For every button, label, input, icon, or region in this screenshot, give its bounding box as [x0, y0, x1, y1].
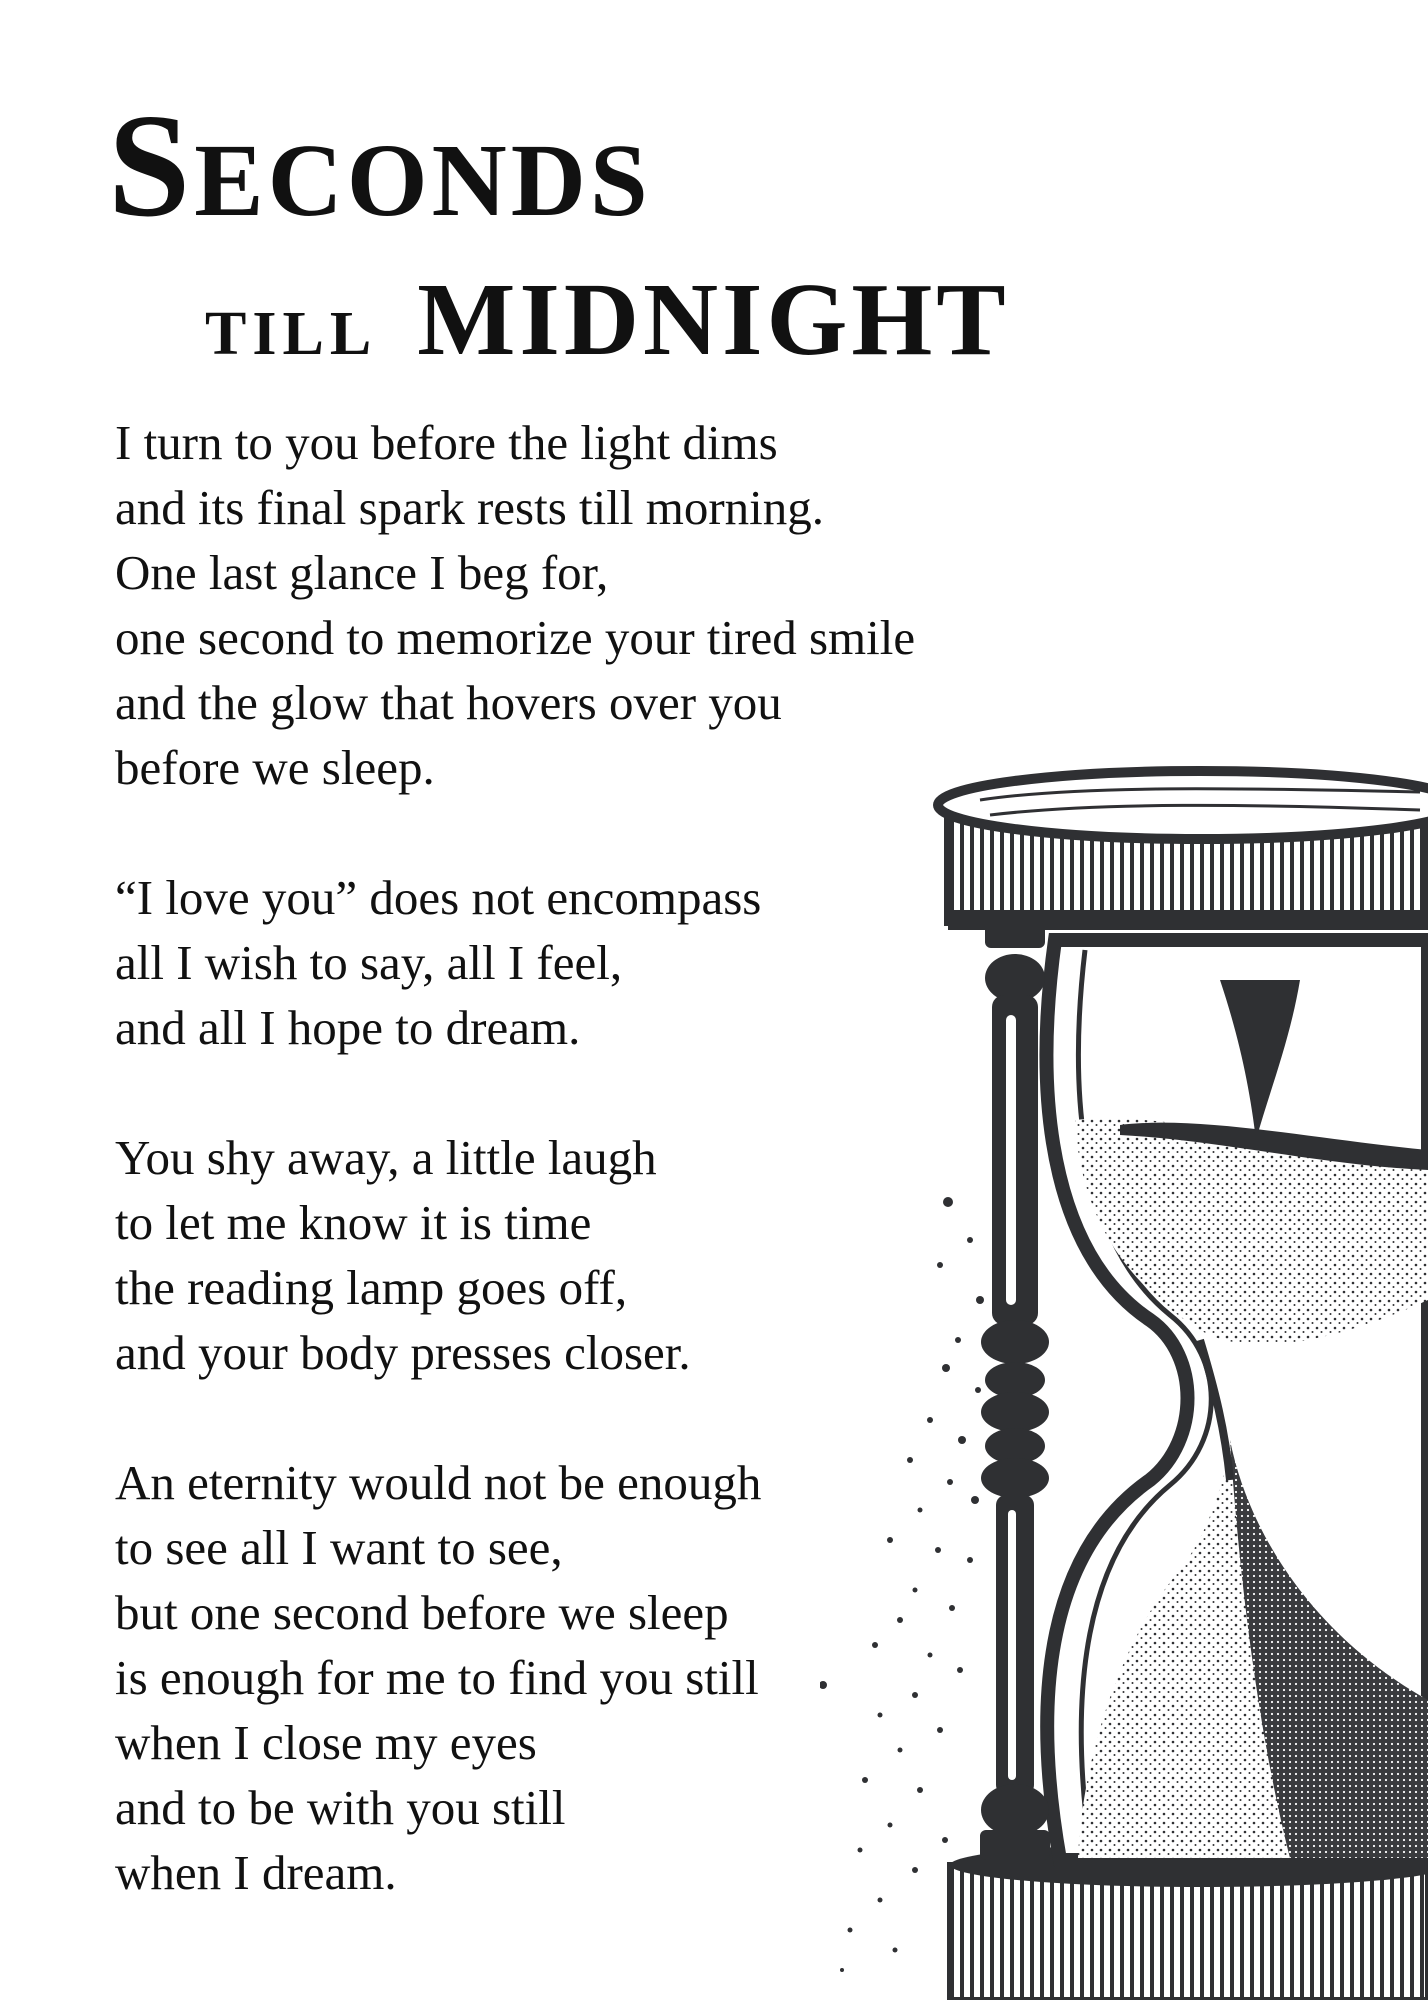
title-line-till-midnight	[205, 262, 1010, 400]
hourglass-icon	[820, 740, 1428, 2000]
poem-line: and all I hope to dream.	[115, 1000, 581, 1055]
poem-line: I turn to you before the light dims	[115, 415, 778, 470]
title-word-midnight: MIDNIGHT	[417, 262, 1010, 377]
poem-line: but one second before we sleep	[115, 1585, 729, 1640]
poem-title	[0, 0, 1428, 400]
poem-line: An eternity would not be enough	[115, 1455, 762, 1510]
poem-line: and the glow that hovers over you	[115, 675, 782, 730]
poem-line: and your body presses closer.	[115, 1325, 691, 1380]
poem-line: the reading lamp goes off,	[115, 1260, 628, 1315]
poem-line: One last glance I beg for,	[115, 545, 609, 600]
poem-line: when I dream.	[115, 1845, 397, 1900]
poem-line: to let me know it is time	[115, 1195, 592, 1250]
poem-line: and its final spark rests till morning.	[115, 480, 825, 535]
poem-line: “I love you” does not encompass	[115, 870, 762, 925]
title-line-seconds: Seconds	[108, 84, 652, 248]
poem-line: one second to memorize your tired smile	[115, 610, 916, 665]
title-word-till: till	[205, 277, 378, 374]
poem-line: is enough for me to find you still	[115, 1650, 759, 1705]
poem-line: to see all I want to see,	[115, 1520, 563, 1575]
poem-line: when I close my eyes	[115, 1715, 537, 1770]
poem-line: before we sleep.	[115, 740, 435, 795]
poem-line: all I wish to say, all I feel,	[115, 935, 623, 990]
poem-line: You shy away, a little laugh	[115, 1130, 657, 1185]
poem-line: and to be with you still	[115, 1780, 566, 1835]
